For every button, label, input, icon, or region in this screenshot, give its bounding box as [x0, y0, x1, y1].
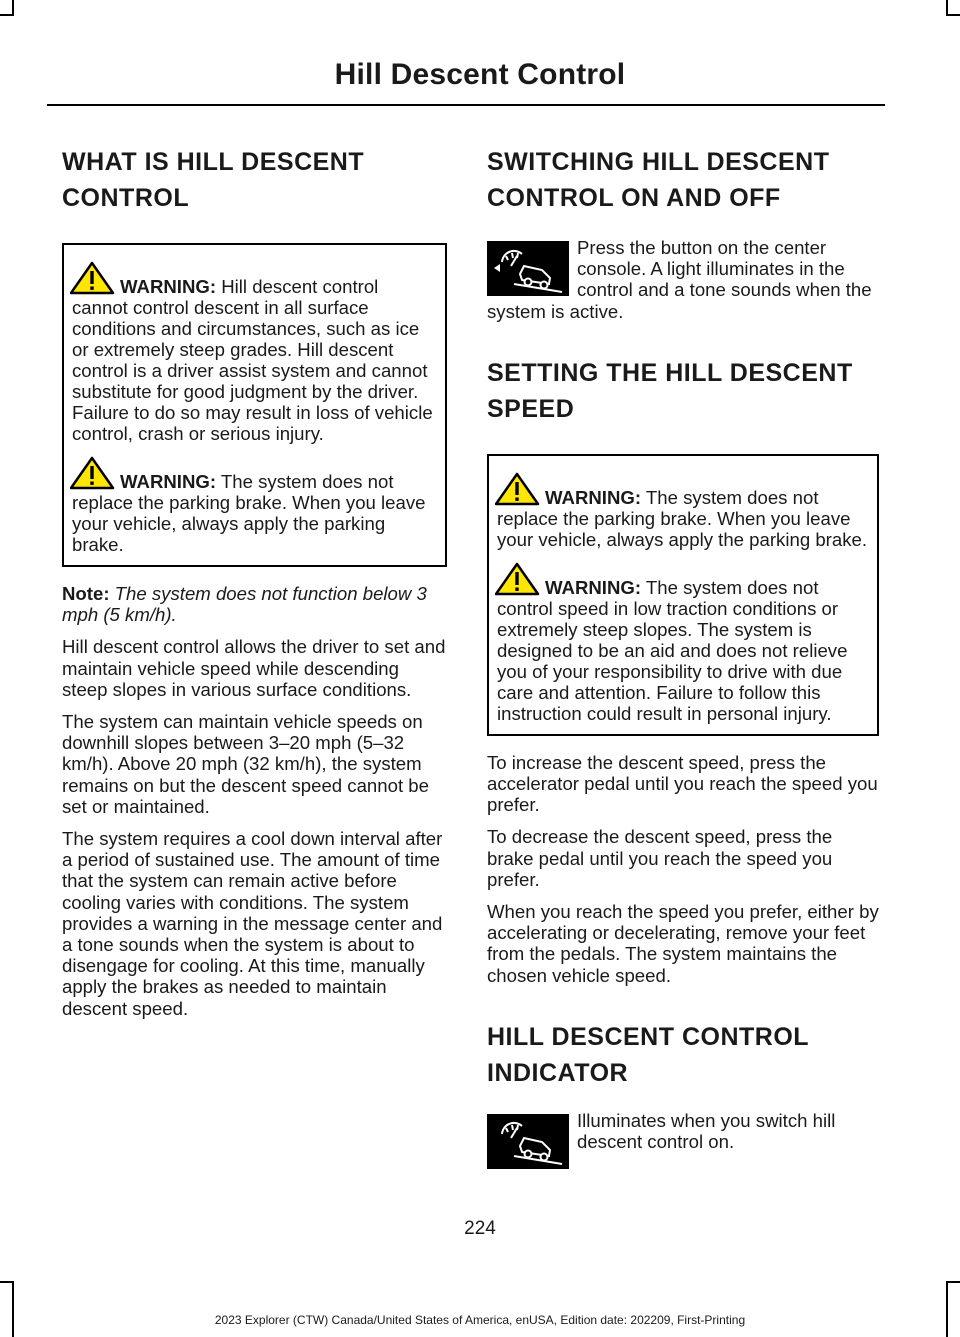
- heading-line: INDICATOR: [487, 1058, 629, 1087]
- edition-info: 2023 Explorer (CTW) Canada/United States of America, enUSA, Edition date: 202209, First-Printing: [214, 1313, 746, 1327]
- warning-triangle-icon: [70, 456, 116, 490]
- warning-text: The system does not replace the parking brake. When you leave your vehicle, always apply the parking brake.: [72, 471, 426, 555]
- header-divider: [47, 104, 885, 106]
- note-text: The system does not function below 3 mph (5 km/h).: [62, 583, 427, 626]
- body-paragraph: The system can maintain vehicle speeds on downhill slopes between 3–20 mph (5–32 km/h). Above 20 mph (32 km/h), the system remains on but the descent speed cannot be set or maintained.: [62, 711, 429, 817]
- hill-descent-symbol-icon: [492, 1116, 564, 1166]
- warning-triangle-icon: [495, 472, 541, 506]
- body-paragraph: When you reach the speed you prefer, either by accelerating or decelerating, remove your feet from the pedals. The system maintains the chosen vehicle speed.: [487, 901, 879, 986]
- right-column: [487, 140, 879, 1173]
- heading-line: HILL DESCENT CONTROL: [487, 1022, 810, 1051]
- hill-descent-button-icon: [487, 241, 569, 296]
- warning-box: [487, 454, 879, 736]
- warning-label: WARNING:: [545, 576, 642, 598]
- warning-label: WARNING:: [545, 486, 642, 508]
- crop-mark: [946, 14, 960, 16]
- switch-instruction: [487, 237, 879, 322]
- crop-mark: [0, 1281, 14, 1283]
- body-paragraph: To decrease the descent speed, press the brake pedal until you reach the speed you prefer.: [487, 826, 833, 890]
- body-paragraph: To increase the descent speed, press the accelerator pedal until you reach the speed you prefer.: [487, 751, 878, 816]
- warning-text: The system does not replace the parking brake. When you leave your vehicle, always apply the parking brake.: [497, 486, 868, 550]
- warning-triangle-icon: [495, 562, 541, 596]
- heading-line: SETTING THE HILL DESCENT: [487, 358, 853, 387]
- warning-paragraph: [497, 562, 869, 724]
- warning-triangle-icon: [70, 261, 116, 295]
- section-heading-what-is: [62, 147, 447, 213]
- indicator-description: [487, 1110, 879, 1173]
- section-heading-switching: [487, 147, 879, 213]
- heading-line: CONTROL ON AND OFF: [487, 184, 781, 212]
- crop-mark: [946, 1281, 948, 1337]
- page-number: 224: [464, 1218, 496, 1239]
- page-title: Hill Descent Control: [334, 58, 626, 91]
- crop-mark: [946, 1281, 960, 1283]
- heading-line: SWITCHING HILL DESCENT: [487, 148, 830, 176]
- crop-mark: [12, 1281, 14, 1337]
- warning-text: Hill descent control cannot control descent in all surface conditions and circumstances, such as ice or extremely steep grades. Hill descent control is a driver assist system and cannot substitute for good judgment by the driver. Failure to do so may result in loss of vehicle control, crash or serious injury.: [72, 276, 433, 444]
- heading-line: SPEED: [487, 394, 575, 423]
- body-paragraph: Illuminates when you switch hill descent control on.: [577, 1109, 836, 1153]
- warning-box: [62, 243, 447, 567]
- section-heading-setting-speed: [487, 358, 879, 424]
- warning-paragraph: [72, 261, 437, 444]
- warning-paragraph: [72, 456, 437, 555]
- hill-descent-symbol-icon: [492, 244, 564, 294]
- warning-label: WARNING:: [120, 471, 217, 492]
- warning-paragraph: [497, 472, 869, 550]
- crop-mark: [0, 14, 14, 16]
- section-heading-indicator: [487, 1022, 879, 1088]
- warning-label: WARNING:: [120, 276, 217, 297]
- note-label: Note:: [62, 583, 110, 604]
- heading-line: CONTROL: [62, 184, 190, 212]
- body-paragraph: Hill descent control allows the driver to set and maintain vehicle speed while descending steep slopes in various surface conditions.: [62, 636, 446, 700]
- warning-text: The system does not control speed in low traction conditions or extremely steep slopes. The system is designed to be an aid and does not relieve you of your responsibility to drive with due care and attention. Failure to follow this instruction could result in personal injury.: [497, 576, 848, 724]
- body-paragraph: The system requires a cool down interval after a period of sustained use. The amount of time that the system can remain active before cooling varies with conditions. The system provides a warning in the message center and a tone sounds when the system is about to disengage for cooling. At this time, manually apply the brakes as needed to maintain descent speed.: [62, 828, 443, 1019]
- hill-descent-indicator-icon: [487, 1114, 569, 1169]
- note-paragraph: [62, 583, 447, 625]
- heading-line: WHAT IS HILL DESCENT: [62, 148, 365, 176]
- body-paragraph: Press the button on the center console. A light illuminates in the control and a tone sounds when the system is active.: [487, 237, 872, 322]
- left-column: [62, 140, 447, 1030]
